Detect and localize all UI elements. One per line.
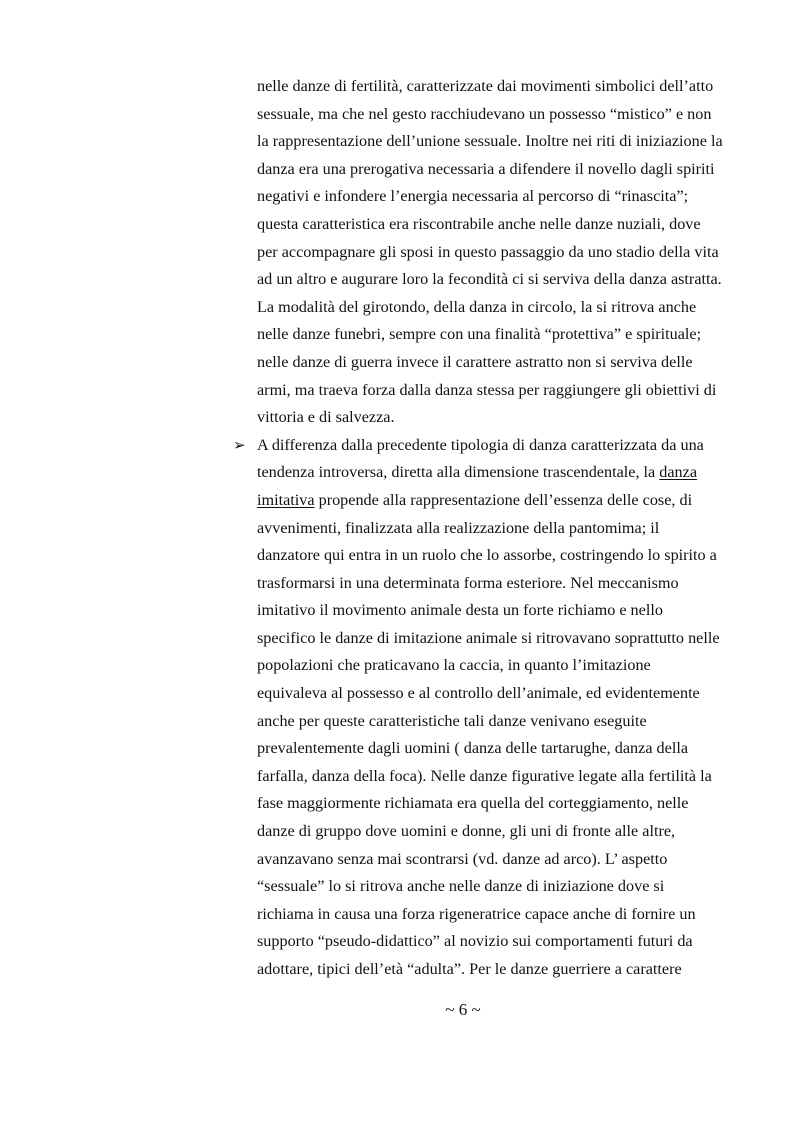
text-line: questa caratteristica era riscontrabile anche nelle danze nuziali, dove — [257, 214, 701, 233]
body-text — [257, 73, 727, 984]
text-line: danza era una prerogativa necessaria a difendere il novello dagli spiriti — [257, 159, 715, 178]
arrow-bullet-icon: ➢ — [233, 435, 246, 454]
text-line: adottare, tipici dell’età “adulta”. Per le danze guerriere a carattere — [257, 960, 682, 978]
bullet-first-line — [257, 432, 727, 460]
text-line: specifico le danze di imitazione animale si ritrovavano soprattutto nelle — [257, 628, 720, 647]
text-line: danzatore qui entra in un ruolo che lo assorbe, costringendo lo spirito a — [257, 546, 717, 565]
text-line: prevalentemente dagli uomini ( danza delle tartarughe, danza della — [257, 739, 689, 758]
text-line: avanzavano senza mai scontrarsi (vd. danze ad arco). L’ aspetto — [257, 849, 668, 868]
text-line: danze di gruppo dove uomini e donne, gli uni di fronte alle altre, — [257, 822, 676, 841]
text-line: nelle danze di guerra invece il carattere astratto non si serviva delle — [257, 352, 693, 371]
text-line: negativi e infondere l’energia necessaria al percorso di “rinascita”; — [257, 187, 689, 206]
text-line: avvenimenti, finalizzata alla realizzazione della pantomima; il — [257, 518, 660, 537]
text-line: La modalità del girotondo, della danza in circolo, la si ritrova anche — [257, 297, 697, 316]
text-line: armi, ma traeva forza dalla danza stessa per raggiungere gli obiettivi di — [257, 380, 717, 399]
text-segment: A differenza dalla precedente tipologia di danza caratterizzata da una — [257, 435, 704, 454]
page-number: ~ 6 ~ — [445, 1000, 481, 1019]
text-line: equivaleva al possesso e al controllo dell’animale, ed evidentemente — [257, 684, 700, 703]
text-line: nelle danze di fertilità, caratterizzate dai movimenti simbolici dell’atto — [257, 77, 714, 95]
underlined-term: imitativa — [257, 490, 315, 509]
text-line: per accompagnare gli sposi in questo passaggio da uno stadio della vita — [257, 242, 719, 261]
text-segment: propende alla rappresentazione dell’essenza delle cose, di — [314, 490, 693, 509]
text-line — [257, 487, 727, 515]
text-line: richiama in causa una forza rigeneratrice capace anche di fornire un — [257, 904, 696, 923]
text-line: vittoria e di salvezza. — [257, 408, 395, 427]
text-line: popolazioni che praticavano la caccia, in quanto l’imitazione — [257, 656, 651, 675]
text-segment: tendenza introversa, diretta alla dimensione trascendentale, la — [257, 463, 660, 482]
text-line: farfalla, danza della foca). Nelle danze figurative legate alla fertilità la — [257, 766, 712, 785]
text-line: sessuale, ma che nel gesto racchiudevano un possesso “mistico” e non — [257, 104, 712, 123]
text-line: “sessuale” lo si ritrova anche nelle danze di iniziazione dove si — [257, 877, 665, 896]
text-line — [257, 459, 727, 487]
text-line: anche per queste caratteristiche tali danze venivano eseguite — [257, 711, 647, 730]
text-line: nelle danze funebri, sempre con una finalità “protettiva” e spirituale; — [257, 325, 702, 344]
text-line: imitativo il movimento animale desta un forte richiamo e nello — [257, 601, 663, 620]
text-line: ad un altro e augurare loro la fecondità ci si serviva della danza astratta. — [257, 270, 722, 289]
text-line: supporto “pseudo-didattico” al novizio sui comportamenti futuri da — [257, 932, 693, 951]
underlined-term: danza — [659, 463, 698, 482]
text-line: la rappresentazione dell’unione sessuale. Inoltre nei riti di iniziazione la — [257, 132, 723, 151]
text-line: trasformarsi in una determinata forma esteriore. Nel meccanismo — [257, 573, 679, 592]
text-line: fase maggiormente richiamata era quella del corteggiamento, nelle — [257, 794, 689, 813]
